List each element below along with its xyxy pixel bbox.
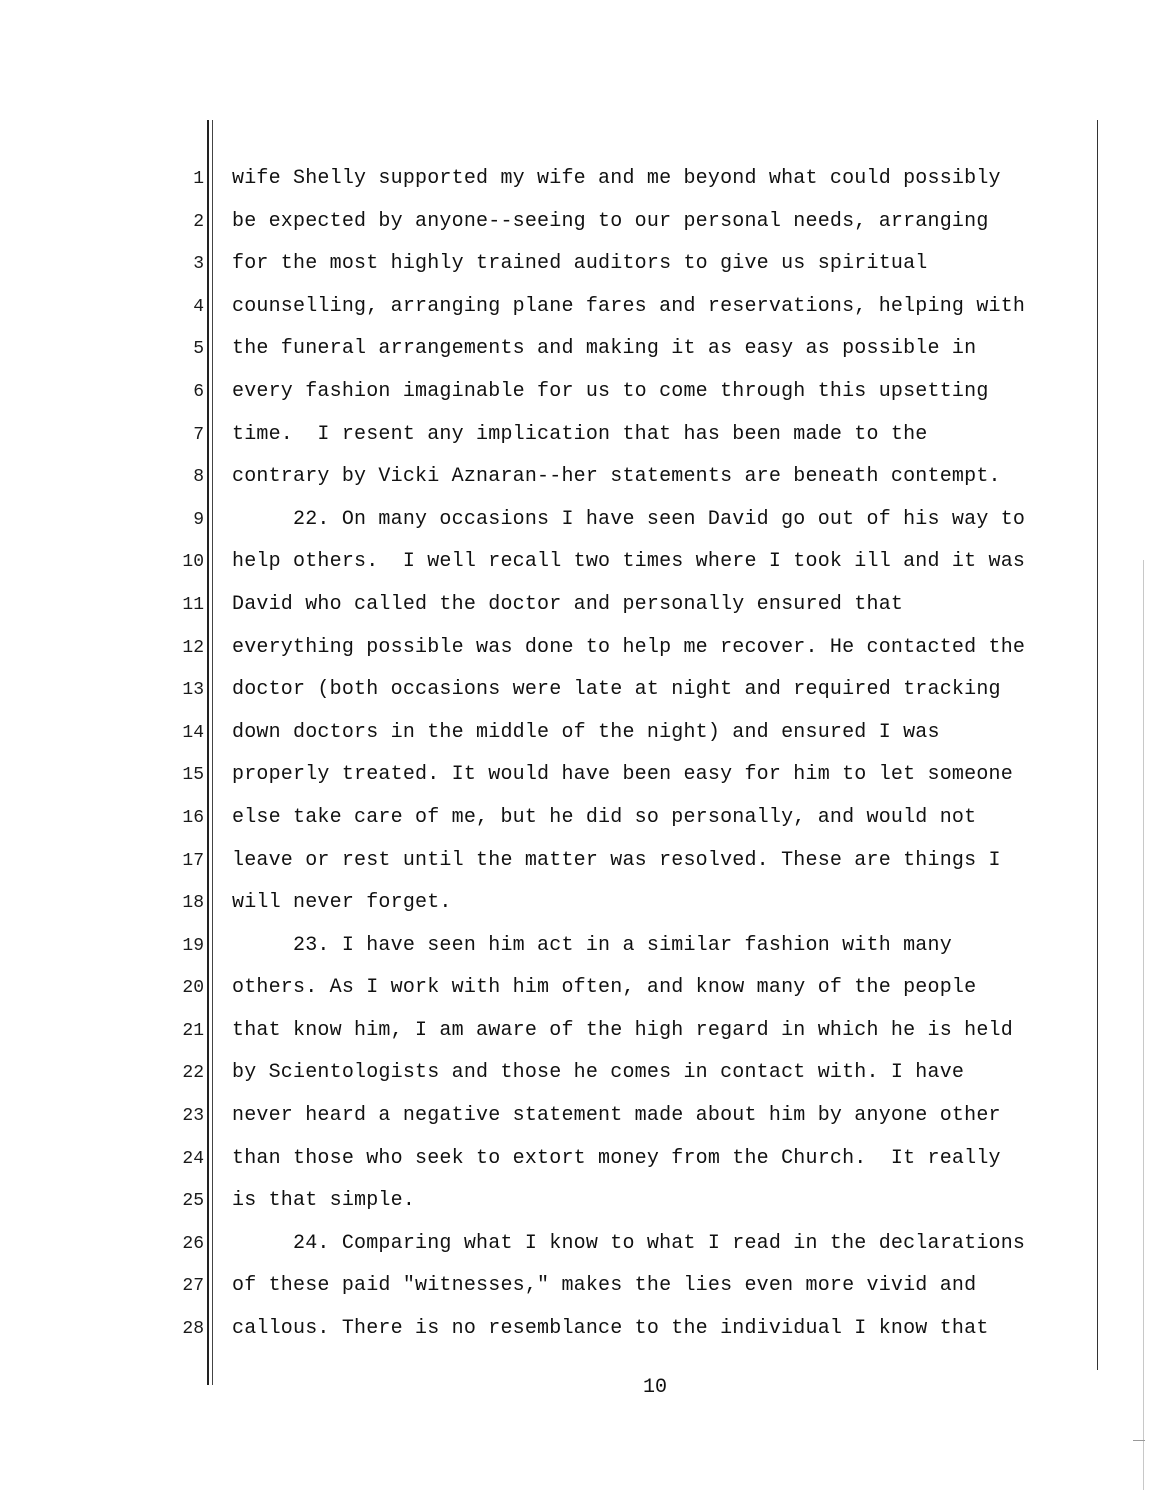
line-number: 8 [193, 467, 204, 488]
right-margin-rule [1097, 120, 1098, 1370]
text-line: for the most highly trained auditors to give us spiritual [232, 252, 928, 276]
line-number: 5 [193, 339, 204, 360]
text-line: is that simple. [232, 1189, 416, 1213]
line-number: 1 [193, 169, 204, 189]
text-line: 22. On many occasions I have seen David go out of his way to [232, 507, 1026, 531]
line-number: 20 [182, 978, 204, 999]
text-line: every fashion imaginable for us to come through this upsetting [232, 379, 989, 403]
line-number: 10 [182, 552, 204, 573]
line-number: 27 [182, 1276, 204, 1297]
line-number: 12 [182, 637, 204, 658]
line-number: 7 [193, 424, 204, 445]
text-line: doctor (both occasions were late at night and required tracking [232, 678, 1001, 702]
line-number: 15 [182, 765, 204, 786]
text-line: everything possible was done to help me recover. He contacted the [232, 635, 1026, 659]
text-line: properly treated. It would have been easy for him to let someone [232, 763, 1013, 787]
text-line: will never forget. [232, 891, 452, 915]
text-line: never heard a negative statement made about him by anyone other [232, 1104, 1001, 1128]
line-number: 22 [182, 1063, 204, 1084]
text-line: David who called the doctor and personally ensured that [232, 592, 904, 616]
line-number: 9 [193, 509, 204, 530]
line-number: 26 [182, 1233, 204, 1254]
line-number: 13 [182, 680, 204, 701]
text-line: others. As I work with him often, and know many of the people [232, 976, 977, 1000]
line-number: 24 [182, 1148, 204, 1169]
line-number: 14 [182, 722, 204, 743]
line-number: 2 [193, 211, 204, 232]
line-number: 28 [182, 1319, 204, 1340]
text-line: contrary by Vicki Aznaran--her statements are beneath contempt. [232, 465, 1001, 489]
text-line: by Scientologists and those he comes in contact with. I have [232, 1061, 965, 1085]
text-line: that know him, I am aware of the high regard in which he is held [232, 1018, 1013, 1042]
line-number: 23 [182, 1106, 204, 1127]
line-number: 21 [182, 1020, 204, 1041]
text-line: time. I resent any implication that has been made to the [232, 422, 928, 446]
text-line: counselling, arranging plane fares and reservations, helping with [232, 294, 1026, 318]
text-line: the funeral arrangements and making it as easy as possible in [232, 337, 977, 361]
text-line: than those who seek to extort money from the Church. It really [232, 1146, 1001, 1170]
text-line: 23. I have seen him act in a similar fashion with many [232, 933, 952, 957]
text-line: leave or rest until the matter was resolved. These are things I [232, 848, 1001, 872]
line-number: 4 [193, 296, 204, 317]
line-number: 19 [182, 935, 204, 956]
line-number: 3 [193, 254, 204, 275]
text-line: down doctors in the middle of the night) and ensured I was [232, 720, 940, 744]
left-margin-rule [207, 120, 209, 1385]
declaration-body [232, 158, 1092, 1351]
text-line: of these paid "witnesses," makes the lies even more vivid and [232, 1274, 977, 1298]
line-number: 16 [182, 807, 204, 828]
text-line: callous. There is no resemblance to the individual I know that [232, 1317, 989, 1341]
line-number: 18 [182, 893, 204, 914]
line-number: 17 [182, 850, 204, 871]
text-line: 24. Comparing what I know to what I read in the declarations [232, 1231, 1026, 1255]
text-line: wife Shelly supported my wife and me beyond what could possibly [232, 167, 1001, 190]
line-number: 11 [182, 594, 204, 615]
left-margin-rule-inner [212, 120, 213, 1385]
line-number: 6 [193, 381, 204, 402]
page-number: 10 [642, 1376, 667, 1399]
line-number-column [160, 158, 204, 1351]
text-line: be expected by anyone--seeing to our personal needs, arranging [232, 209, 989, 233]
text-line: help others. I well recall two times where I took ill and it was [232, 550, 1026, 574]
text-line: else take care of me, but he did so personally, and would not [232, 805, 977, 829]
scan-edge-mark [1143, 560, 1144, 1490]
line-number: 25 [182, 1191, 204, 1212]
scan-edge-tick [1133, 1440, 1145, 1441]
